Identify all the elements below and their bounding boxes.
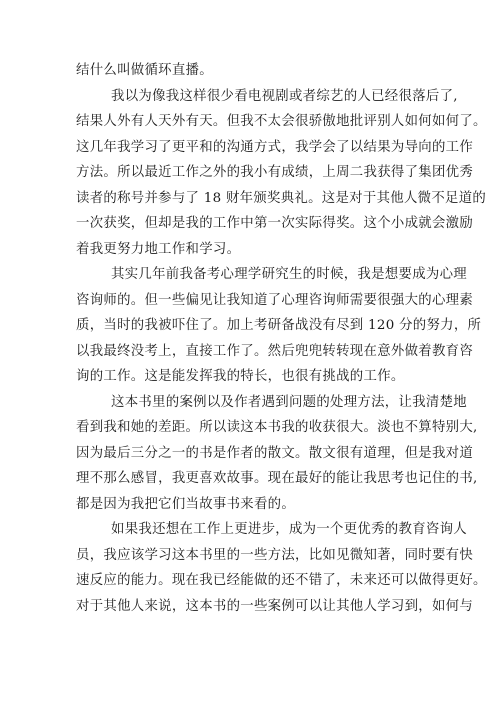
text-line: 咨询师的。但一些偏见让我知道了心理咨询师需要很强大的心理素	[76, 292, 474, 308]
text-line: 速反应的能力。现在我已经能做的还不错了，未来还可以做得更好。	[76, 573, 487, 588]
text-line: 询的工作。这是能发挥我的特长，也很有挑战的工作。	[76, 369, 405, 384]
text-line: 理不那么感冒，我更喜欢故事。现在最好的能让我思考也记住的书,	[76, 471, 478, 486]
text-line: 方法。所以最近工作之外的我小有成绩，上周二我获得了集团优秀	[76, 165, 474, 180]
text-line: 这几年我学习了更平和的沟通方式，我学会了以结果为导向的工作	[76, 139, 474, 155]
text-line: 员，我应该学习这本书里的一些方法，比如见微知著，同时要有快	[76, 547, 474, 563]
text-line: 如果我还想在工作上更进步，成为一个更优秀的教育咨询人	[111, 522, 467, 537]
text-line: 其实几年前我备考心理学研究生的时候，我是想要成为心理	[111, 267, 467, 282]
text-line: 质，当时的我被吓住了。加上考研备战没有尽到 120 分的努力，所	[76, 318, 482, 333]
document-body	[76, 58, 487, 619]
text-line: 结什么叫做循环直播。	[76, 63, 213, 78]
text-line: 对于其他人来说，这本书的一些案例可以让其他人学习到，如何与	[76, 598, 474, 614]
text-line: 着我更努力地工作和学习。	[76, 241, 241, 257]
paragraph-3	[76, 262, 482, 390]
text-line: 读者的称号并参与了 18 财年颁奖典礼。这是对于其他人微不足道的	[76, 190, 487, 206]
text-line: 因为最后三分之一的书是作者的散文。散文很有道理，但是我对道	[76, 445, 474, 461]
text-line: 看到我和她的差距。所以读这本书我的收获很大。淡也不算特别大,	[76, 420, 478, 435]
paragraph-4	[76, 390, 478, 518]
paragraph-5	[76, 517, 487, 619]
paragraph-2	[76, 84, 487, 263]
text-line: 一次获奖，但却是我的工作中第一次实际得奖。这个小成就会激励	[76, 216, 474, 231]
paragraph-1	[76, 58, 436, 84]
text-line: 这本书里的案例以及作者遇到问题的处理方法，让我清楚地	[111, 394, 467, 410]
text-line: 以我最终没考上，直接工作了。然后兜兜转转现在意外做着教育咨	[76, 343, 474, 359]
text-line: 我以为像我这样很少看电视剧或者综艺的人已经很落后了,	[111, 88, 458, 104]
text-line: 结果人外有人天外有天。但我不太会很骄傲地批评别人如何如何了。	[76, 114, 487, 129]
text-line: 都是因为我把它们当故事书来看的。	[76, 496, 296, 512]
